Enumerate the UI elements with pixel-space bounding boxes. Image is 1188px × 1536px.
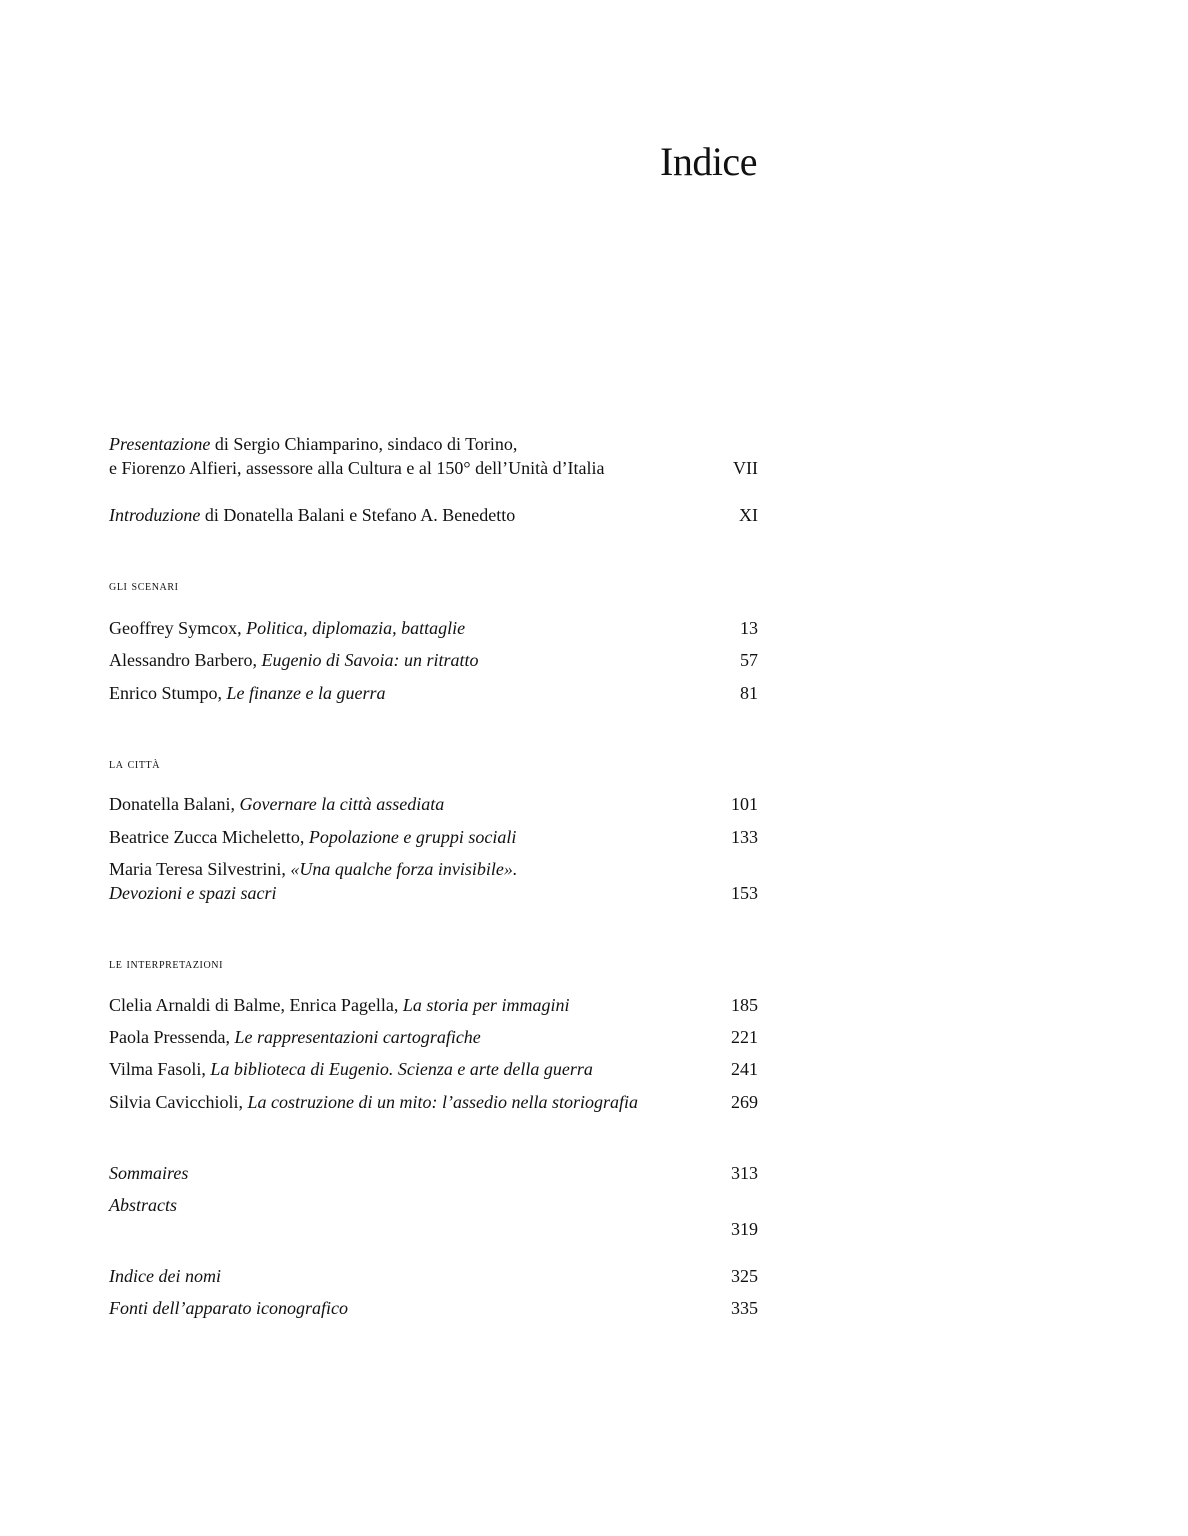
entry-text [109, 1264, 709, 1288]
entry-author: Beatrice Zucca Micheletto, [109, 827, 309, 847]
toc-entry[interactable] [109, 681, 758, 705]
toc-entry[interactable] [109, 648, 758, 672]
toc-entry-sommaires[interactable] [109, 1161, 758, 1185]
toc-entry[interactable] [109, 616, 758, 640]
entry-text [109, 616, 709, 640]
entry-title: Eugenio di Savoia: un ritratto [261, 650, 479, 670]
entry-title: Presentazione [109, 434, 211, 454]
entry-text [109, 503, 709, 527]
entry-text [109, 648, 709, 672]
toc-entry-fonti[interactable] [109, 1296, 758, 1320]
entry-author: Clelia Arnaldi di Balme, Enrica Pagella, [109, 995, 403, 1015]
page-number: 221 [731, 1027, 758, 1047]
entry-text [109, 1193, 709, 1217]
page-number: 81 [740, 683, 758, 703]
page-number: 335 [731, 1298, 758, 1318]
entry-text [109, 1090, 729, 1114]
entry-title: Le finanze e la guerra [226, 683, 386, 703]
page-number: XI [739, 505, 758, 525]
entry-title: La storia per immagini [402, 995, 570, 1015]
entry-title: Abstracts [109, 1195, 178, 1215]
entry-text [109, 1057, 709, 1081]
entry-title: La costruzione di un mito: l’assedio nella storiografia [247, 1092, 638, 1112]
entry-credit-line2: e Fiorenzo Alfieri, assessore alla Cultura e al 150° dell’Unità d’Italia [109, 458, 605, 478]
toc-entry-presentazione[interactable] [109, 432, 758, 480]
page-number: 313 [731, 1163, 758, 1183]
entry-credit: di Donatella Balani e Stefano A. Benedetto [200, 505, 516, 525]
entry-title: Indice dei nomi [109, 1266, 221, 1286]
entry-title: Fonti dell’apparato iconografico [109, 1298, 348, 1318]
entry-author: Maria Teresa Silvestrini, [109, 859, 291, 879]
page-number: 185 [731, 995, 758, 1015]
entry-title: Le rappresentazioni cartografiche [234, 1027, 481, 1047]
page-number: 241 [731, 1059, 758, 1079]
entry-title: Governare la città assediata [239, 794, 445, 814]
entry-text [109, 792, 709, 816]
page-number: 133 [731, 827, 758, 847]
page-title: Indice [660, 139, 757, 184]
toc-entry[interactable] [109, 1057, 758, 1081]
toc-entry[interactable] [109, 792, 758, 816]
page-number: 57 [740, 650, 758, 670]
section-heading: le interpretazioni [109, 957, 224, 972]
page-number: 153 [731, 883, 758, 903]
toc-entry[interactable] [109, 857, 758, 905]
entry-text [109, 825, 709, 849]
page-number: 325 [731, 1266, 758, 1286]
section-heading: gli scenari [109, 579, 179, 594]
entry-text [109, 857, 709, 905]
entry-text [109, 993, 709, 1017]
toc-entry-introduzione[interactable] [109, 503, 758, 527]
entry-text [109, 1025, 709, 1049]
entry-title: Politica, diplomazia, battaglie [246, 618, 466, 638]
entry-text [109, 1161, 709, 1185]
entry-author: Enrico Stumpo, [109, 683, 227, 703]
entry-text [109, 1296, 709, 1320]
entry-title: «Una qualche forza invisibile». [290, 859, 518, 879]
entry-author: Donatella Balani, [109, 794, 240, 814]
entry-author: Paola Pressenda, [109, 1027, 235, 1047]
page-number: 101 [731, 794, 758, 814]
toc-entry-abstracts[interactable] [109, 1193, 758, 1241]
entry-title: Introduzione [109, 505, 201, 525]
toc-entry[interactable] [109, 993, 758, 1017]
section-heading: la città [109, 757, 161, 772]
toc-entry[interactable] [109, 1090, 758, 1114]
entry-title-line2: Devozioni e spazi sacri [109, 883, 277, 903]
entry-title: Popolazione e gruppi sociali [308, 827, 517, 847]
entry-credit: di Sergio Chiamparino, sindaco di Torino, [210, 434, 518, 454]
toc-entry[interactable] [109, 825, 758, 849]
page-number: 319 [731, 1219, 758, 1239]
entry-author: Vilma Fasoli, [109, 1059, 211, 1079]
entry-author: Alessandro Barbero, [109, 650, 262, 670]
entry-title: La biblioteca di Eugenio. Scienza e arte della guerra [210, 1059, 593, 1079]
page-number: 13 [740, 618, 758, 638]
page-number: VII [733, 458, 758, 478]
toc-entry[interactable] [109, 1025, 758, 1049]
toc-entry-indice-nomi[interactable] [109, 1264, 758, 1288]
entry-author: Geoffrey Symcox, [109, 618, 247, 638]
entry-title: Sommaires [109, 1163, 189, 1183]
page-number: 269 [731, 1092, 758, 1112]
entry-author: Silvia Cavicchioli, [109, 1092, 248, 1112]
entry-text [109, 432, 709, 480]
entry-text [109, 681, 709, 705]
